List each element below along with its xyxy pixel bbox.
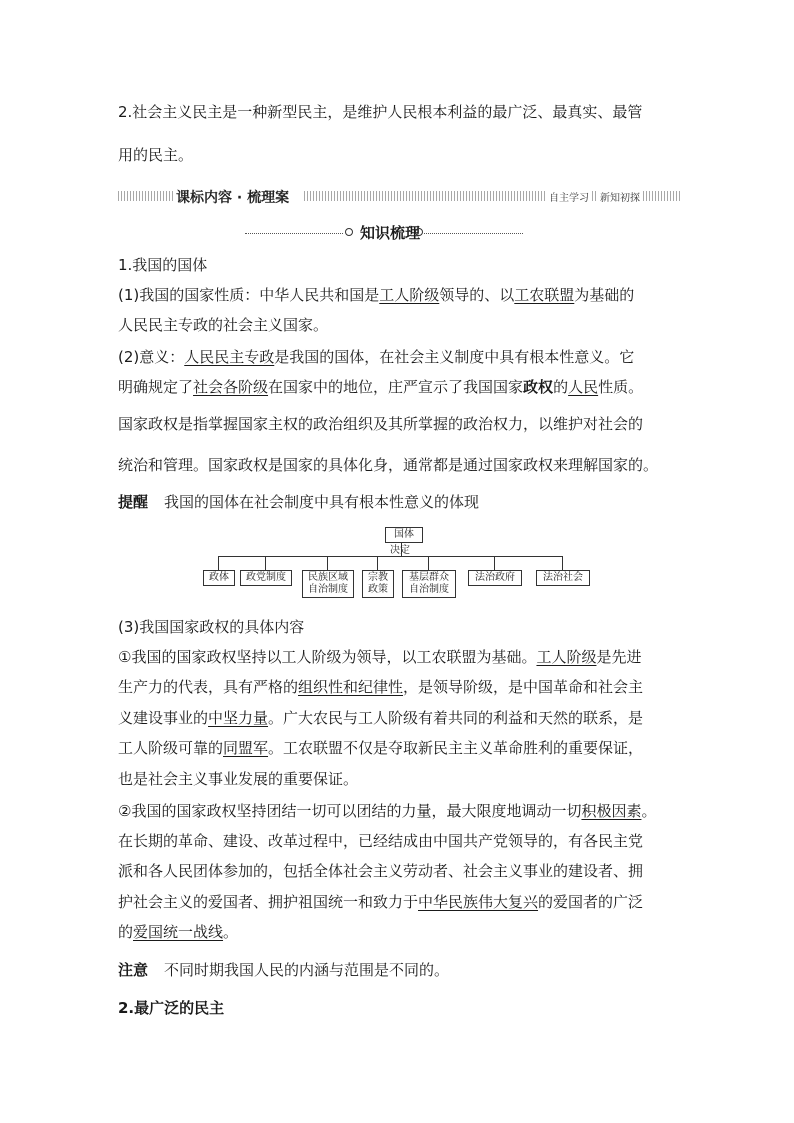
- paragraph-6-line-1: [118, 801, 678, 821]
- ring-icon: [345, 228, 353, 236]
- text: 为基础的: [574, 286, 635, 304]
- paragraph-2-line-1: [118, 347, 678, 367]
- paragraph-1-line-1: [118, 285, 678, 305]
- text: 领导的、以: [439, 286, 515, 304]
- diagram-connector: [377, 556, 378, 570]
- paragraph-6-line-2: 在长期的革命、建设、改革过程中，已经结成由中国共产党领导的，有各民主党: [118, 832, 644, 850]
- text: 护社会主义的爱国者、拥护祖国统一和致力于: [118, 893, 419, 911]
- text: 在国家中的地位，庄严宣示了我国国家: [268, 378, 524, 396]
- diagram-edge-label: 决定: [390, 545, 410, 556]
- node-label: 法治社会: [543, 572, 583, 583]
- diagram-node: [536, 570, 590, 586]
- diagram-node: [302, 570, 354, 598]
- key-term: 中华民族伟大复兴: [418, 893, 539, 911]
- text: 的: [118, 923, 134, 941]
- text: ②我国的国家政权坚持团结一切可以团结的力量，最大限度地调动一切: [118, 802, 582, 820]
- text: 明确规定了: [118, 378, 194, 396]
- paragraph-3-line-2: 统治和管理。国家政权是国家的具体化身，通常都是通过国家政权来理解国家的。: [118, 456, 659, 474]
- dotted-rule-right: [424, 233, 523, 234]
- ring-icon: [415, 228, 423, 236]
- key-term: 人民: [568, 378, 599, 396]
- key-term: 工人阶级: [379, 286, 440, 304]
- section-banner: [118, 186, 680, 206]
- paragraph-6-line-3: 派和各人民团体参加的，包括全体社会主义劳动者、社会主义事业的建设者、拥: [118, 862, 644, 880]
- node-label: 基层群众: [409, 572, 449, 583]
- paragraph-5-line-3: [118, 708, 678, 728]
- intro-line-1: 2.社会主义民主是一种新型民主，是维护人民根本利益的最广泛、最真实、最管: [118, 103, 643, 121]
- text: 。: [223, 923, 239, 941]
- key-term: 工人阶级: [536, 648, 597, 666]
- diagram-node: [240, 570, 292, 586]
- diagram-node: [468, 570, 522, 586]
- node-label: 自治制度: [409, 584, 449, 595]
- paragraph-5-line-5: 也是社会主义事业发展的重要保证。: [118, 770, 359, 788]
- subheading-broadest-democracy: 2.最广泛的民主: [118, 999, 225, 1017]
- node-label: 政策: [368, 584, 388, 595]
- diagram-connector: [562, 556, 563, 570]
- diagram-horizontal-line: [218, 556, 562, 557]
- banner-tag-self-study: 自主学习: [546, 189, 592, 204]
- subheading-guoti: 1.我国的国体: [118, 256, 208, 274]
- section-heading: [245, 222, 523, 242]
- diagram-node: [362, 570, 394, 598]
- text: 工人阶级可靠的: [118, 739, 224, 757]
- diagram-node: [402, 570, 456, 598]
- key-term: 中坚力量: [208, 709, 269, 727]
- text: 是我国的国体，在社会主义制度中具有根本性意义。它: [274, 348, 635, 366]
- paragraph-4-heading: (3)我国国家政权的具体内容: [118, 618, 305, 636]
- node-label: 法治政府: [475, 572, 515, 583]
- diagram-connector: [494, 556, 495, 570]
- key-term: 同盟军: [223, 739, 269, 757]
- key-term: 工农联盟: [514, 286, 575, 304]
- tip-text: 我国的国体在社会制度中具有根本性意义的体现: [164, 493, 480, 511]
- text: ①我国的国家政权坚持以工人阶级为领导，以工农联盟为基础。: [118, 648, 537, 666]
- banner-tag-new-knowledge: 新知初探: [597, 189, 643, 204]
- paragraph-5-line-1: [118, 647, 678, 667]
- paragraph-1-line-2: 人民民主专政的社会主义国家。: [118, 316, 329, 334]
- bold-term: 政权: [523, 378, 554, 396]
- text: 。工农联盟不仅是夺取新民主主义革命胜利的重要保证，: [268, 739, 644, 757]
- text: 的爱国者的广泛: [538, 893, 644, 911]
- dotted-rule-left: [245, 233, 343, 234]
- tip-line: [118, 492, 678, 512]
- paragraph-3-line-1: 国家政权是指掌握国家主权的政治组织及其所掌握的政治权力，以维护对社会的: [118, 415, 644, 433]
- text: 性质。: [598, 378, 644, 396]
- note-text: 不同时期我国人民的内涵与范围是不同的。: [164, 961, 450, 979]
- text: 。广大农民与工人阶级有着共同的利益和天然的联系，是: [268, 709, 644, 727]
- text: 是先进: [596, 648, 642, 666]
- note-line: [118, 960, 678, 980]
- intro-line-2: 用的民主。: [118, 146, 194, 164]
- key-term: 爱国统一战线: [133, 923, 224, 941]
- text: (2)意义：: [118, 348, 185, 366]
- node-label: 自治制度: [308, 584, 348, 595]
- text: 生产力的代表，具有严格的: [118, 678, 299, 696]
- node-label: 政党制度: [246, 572, 286, 583]
- paragraph-5-line-2: [118, 677, 678, 697]
- node-label: 民族区域: [308, 572, 348, 583]
- tip-label: 提醒: [118, 493, 149, 511]
- diagram-connector: [327, 556, 328, 570]
- diagram-connector: [218, 556, 219, 570]
- paragraph-6-line-5: [118, 922, 678, 942]
- banner-title: 课标内容 · 梳理案: [176, 190, 290, 206]
- banner-stripe-left: [118, 191, 174, 201]
- diagram-connector: [265, 556, 266, 570]
- diagram-root-box: 国体: [385, 527, 423, 543]
- paragraph-5-line-4: [118, 738, 678, 758]
- key-term: 人民民主专政: [184, 348, 275, 366]
- text: 。: [641, 802, 657, 820]
- diagram-node: [203, 570, 235, 586]
- paragraph-2-line-2: [118, 377, 678, 397]
- key-term: 组织性和纪律性: [298, 678, 404, 696]
- section-title: 知识梳理: [360, 224, 421, 242]
- diagram-connector: [428, 556, 429, 570]
- paragraph-6-line-4: [118, 892, 678, 912]
- text: 义建设事业的: [118, 709, 209, 727]
- text: ，是领导阶级，是中国革命和社会主: [403, 678, 644, 696]
- text: 的: [553, 378, 569, 396]
- key-term: 积极因素: [581, 802, 642, 820]
- node-label: 政体: [209, 572, 229, 583]
- note-label: 注意: [118, 961, 149, 979]
- key-term: 社会各阶级: [193, 378, 269, 396]
- node-label: 宗教: [368, 572, 388, 583]
- text: (1)我国的国家性质：中华人民共和国是: [118, 286, 380, 304]
